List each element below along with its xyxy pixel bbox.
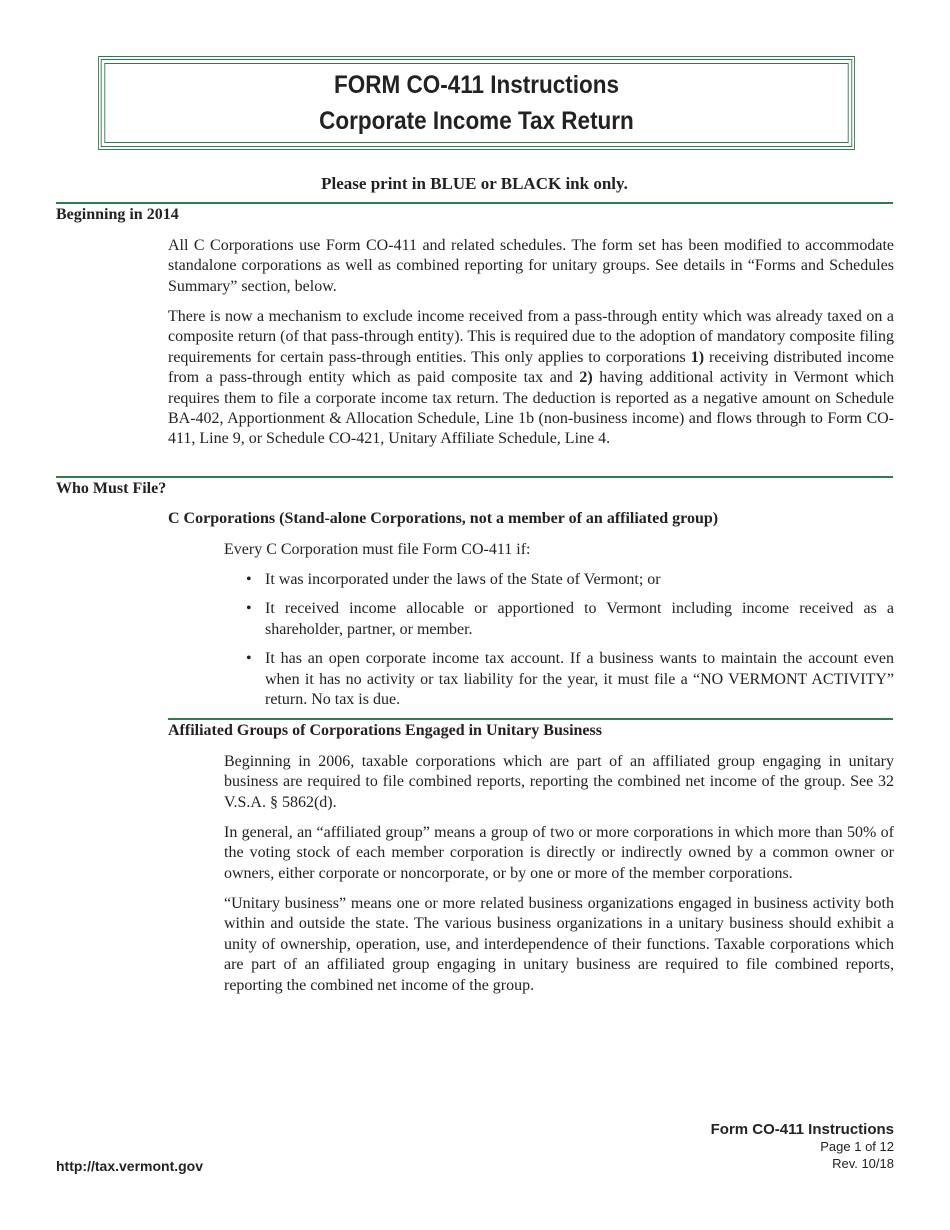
- affiliated-paragraph-2: In general, an “affiliated group” means a group of two or more corporations in which more than 50% of the voting stock of each member corporation is directly or indirectly owned by a common owner or owners, either corporate or noncorporate, or by one or more of the member corporations.: [224, 824, 894, 882]
- section-heading-who-must-file: Who Must File?: [56, 480, 167, 497]
- subsection-divider: [168, 718, 893, 720]
- beginning-paragraph-2: There is now a mechanism to exclude income received from a pass-through entity which was already taxed on a composite return (of that pass-through entity). This is required due to the adoption of mandatory composite filing requirements for certain pass-through entities. This only applies to corporations 1) receiving distributed income from a pass-through entity which as paid composite tax and 2) having additional activity in Vermont which requires them to file a corporate income tax return. The deduction is reported as a negative amount on Schedule BA-402, Apportionment & Allocation Schedule, Line 1b (non-business income) and flows through to Form CO-411, Line 9, or Schedule CO-421, Unitary Affiliate Schedule, Line 4.: [168, 308, 895, 448]
- form-subtitle: Corporate Income Tax Return: [319, 107, 634, 135]
- section-divider: [56, 202, 893, 204]
- footer-form-name: Form CO-411 Instructions: [710, 1121, 894, 1138]
- list-item: • It received income allocable or apportioned to Vermont including income received as a shareholder, partner, or member.: [246, 600, 894, 638]
- bullet-icon: •: [246, 600, 252, 618]
- section-divider: [56, 476, 893, 478]
- subheading-c-corporations: C Corporations (Stand-alone Corporations, not a member of an affiliated group): [168, 510, 719, 527]
- bullet-icon: •: [246, 650, 252, 668]
- footer-info: [711, 1121, 894, 1172]
- footer-revision: Rev. 10/18: [832, 1156, 894, 1171]
- form-title-box: [98, 56, 855, 150]
- form-title: FORM CO-411 Instructions: [333, 71, 620, 99]
- footer-url: http://tax.vermont.gov: [56, 1158, 204, 1174]
- list-item: • It has an open corporate income tax account. If a business wants to maintain the account even when it has no activity or tax liability for the year, it must file a “NO VERMONT ACTIVITY” return. No tax is due.: [246, 650, 894, 709]
- subheading-affiliated-groups: Affiliated Groups of Corporations Engaged in Unitary Business: [168, 722, 602, 739]
- affiliated-paragraph-3: “Unitary business” means one or more related business organizations engaged in business activity both within and outside the state. The various business organizations in a unitary business should exhibit a unity of ownership, operation, use, and interdependence of their functions. Taxable corporations which are part of an affiliated group engaging in unitary business are required to file combined reports, reporting the combined net income of the group.: [224, 895, 894, 994]
- footer-page-number: Page 1 of 12: [820, 1139, 894, 1154]
- list-item: • It was incorporated under the laws of the State of Vermont; or: [246, 570, 894, 590]
- c-corp-intro: Every C Corporation must file Form CO-411 if:: [224, 541, 531, 558]
- section-heading-beginning: Beginning in 2014: [56, 206, 179, 223]
- c-corp-requirements-list: [246, 570, 894, 719]
- bullet-icon: •: [246, 571, 252, 588]
- affiliated-paragraph-1: Beginning in 2006, taxable corporations which are part of an affiliated group engaging in unitary business are required to file combined reports, reporting the combined net income of the group. See 32 V.S.A. § 5862(d).: [224, 753, 894, 811]
- beginning-paragraph-1: All C Corporations use Form CO-411 and related schedules. The form set has been modified to accommodate standalone corporations as well as combined reporting for unitary groups. See details in “Forms and Schedules Summary” section, below.: [168, 237, 894, 295]
- print-note: Please print in BLUE or BLACK ink only.: [321, 174, 628, 193]
